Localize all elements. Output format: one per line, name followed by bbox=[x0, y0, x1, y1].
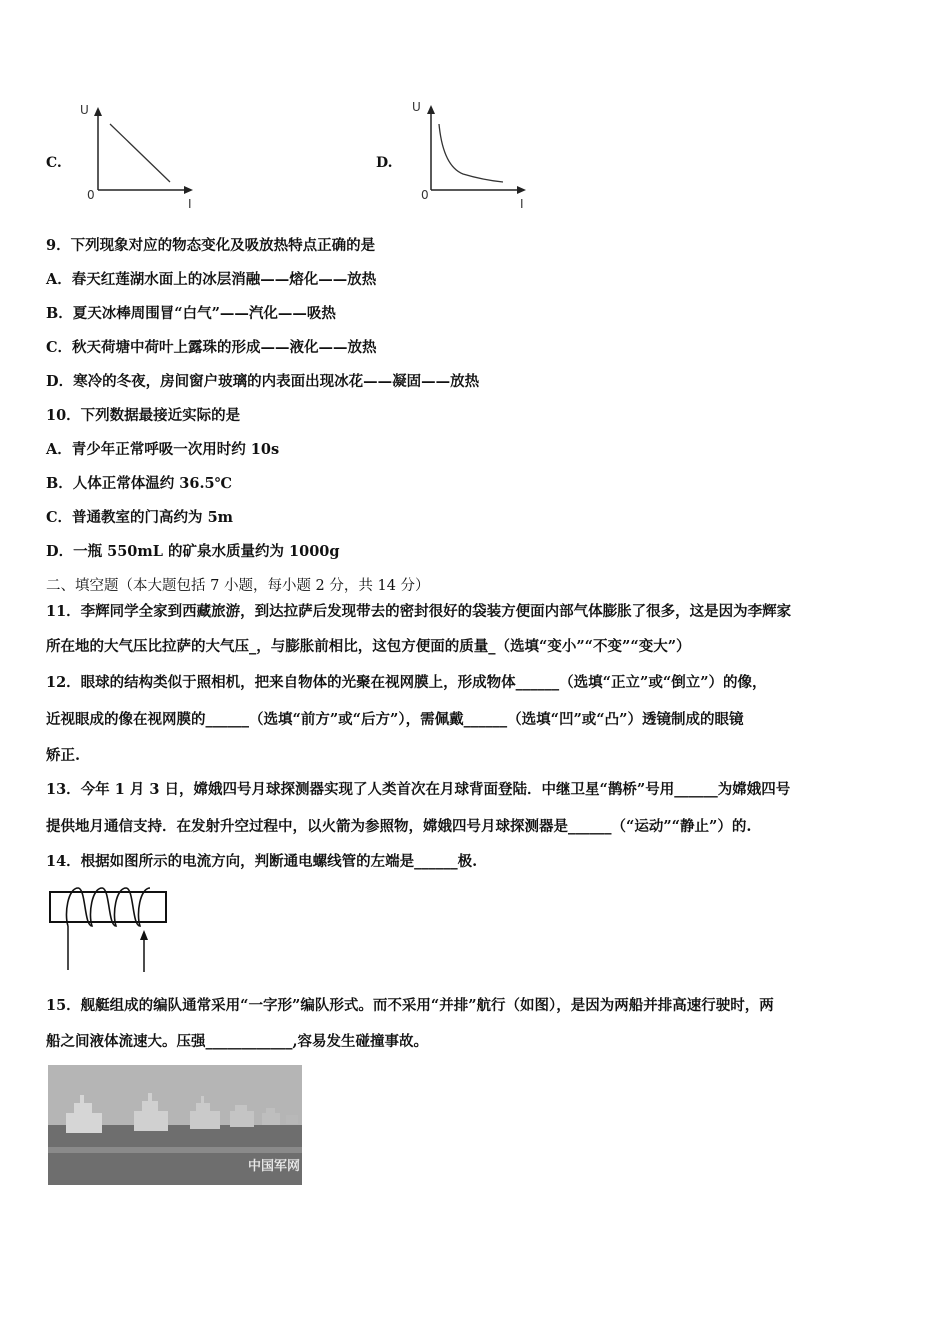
graph-c-line bbox=[110, 124, 170, 182]
q9-option-d: D．寒冷的冬夜，房间窗户玻璃的内表面出现冰花——凝固——放热 bbox=[46, 373, 480, 390]
solenoid-figure bbox=[46, 884, 176, 976]
ships-photo bbox=[48, 1065, 302, 1185]
q10-stem: 10．下列数据最接近实际的是 bbox=[46, 407, 241, 424]
graph-c-x-arrow bbox=[184, 186, 193, 194]
q10-option-d: D．一瓶 550mL 的矿泉水质量约为 1000g bbox=[46, 543, 340, 560]
ship-6 bbox=[286, 1115, 298, 1124]
graph-c-y-label: U bbox=[80, 103, 89, 117]
section-heading: 二、填空题（本大题包括 7 小题，每小题 2 分，共 14 分） bbox=[46, 578, 430, 594]
q13-line2: 提供地月通信支持．在发射升空过程中，以火箭为参照物，嫦娥四号月球探测器是______（“运动”“静止”）的. bbox=[46, 818, 752, 835]
graph-d-plot bbox=[423, 104, 533, 194]
q9-option-b: B．夏天冰棒周围冒“白气”——汽化——吸热 bbox=[46, 305, 336, 322]
graph-c-x-label: I bbox=[188, 197, 192, 211]
q12-line2: 近视眼成的像在视网膜的______（选填“前方”或“后方”），需佩戴______（选填“凹”或“凸”）透镜制成的眼镜 bbox=[46, 711, 744, 728]
q9-stem: 9．下列现象对应的物态变化及吸放热特点正确的是 bbox=[46, 237, 376, 254]
q15-line2 bbox=[46, 1032, 428, 1052]
q15-line1: 15．舰艇组成的编队通常采用“一字形”编队形式。而不采用“并排”航行（如图），是因为两船并排高速行驶时，两 bbox=[46, 997, 774, 1014]
photo-watermark: 中国军网 bbox=[248, 1159, 301, 1174]
q12-line1: 12．眼球的结构类似于照相机，把来自物体的光聚在视网膜上，形成物体______（选填“正立”或“倒立”）的像， bbox=[46, 674, 767, 691]
graph-d-y-arrow bbox=[427, 105, 435, 114]
graph-c-label: C. bbox=[46, 155, 62, 171]
graph-d-x-arrow bbox=[517, 186, 526, 194]
q15-blank: ____________ bbox=[205, 1033, 293, 1050]
graph-d-origin: 0 bbox=[421, 188, 429, 202]
q9-option-a: A．春天红莲湖水面上的冰层消融——熔化——放热 bbox=[46, 271, 377, 288]
q10-option-c: C．普通教室的门高约为 5m bbox=[46, 509, 234, 526]
q15-line2-text: 船之间液体流速大。压强 bbox=[46, 1033, 206, 1050]
graph-d-curve bbox=[439, 124, 503, 182]
q11-line1: 11．李辉同学全家到西藏旅游，到达拉萨后发现带去的密封很好的袋装方便面内部气体膨胀了很多，这是因为李辉家 bbox=[46, 603, 792, 620]
q10-option-b: B．人体正常体温约 36.5℃ bbox=[46, 475, 232, 492]
graph-c-y-arrow bbox=[94, 107, 102, 116]
q10-option-a: A．青少年正常呼吸一次用时约 10s bbox=[46, 441, 280, 458]
current-arrow bbox=[140, 930, 148, 940]
q14-line1: 14．根据如图所示的电流方向，判断通电螺线管的左端是______极. bbox=[46, 853, 478, 870]
q9-option-c: C．秋天荷塘中荷叶上露珠的形成——液化——放热 bbox=[46, 339, 377, 356]
q15-line2-tail: ,容易发生碰撞事故。 bbox=[292, 1033, 429, 1050]
q13-line1: 13．今年 1 月 3 日，嫦娥四号月球探测器实现了人类首次在月球背面登陆．中继卫星“鹊桥”号用______为嫦娥四号 bbox=[46, 781, 791, 798]
q12-line3: 矫正. bbox=[46, 747, 81, 764]
graph-d-label: D. bbox=[376, 155, 393, 171]
graph-c-origin: 0 bbox=[87, 188, 95, 202]
q11-line2: 所在地的大气压比拉萨的大气压_，与膨胀前相比，这包方便面的质量_（选填“变小”“不变”“变大”） bbox=[46, 638, 691, 655]
graph-d-x-label: I bbox=[520, 197, 524, 211]
graph-c-plot bbox=[90, 106, 200, 194]
graph-d-y-label: U bbox=[412, 100, 421, 114]
